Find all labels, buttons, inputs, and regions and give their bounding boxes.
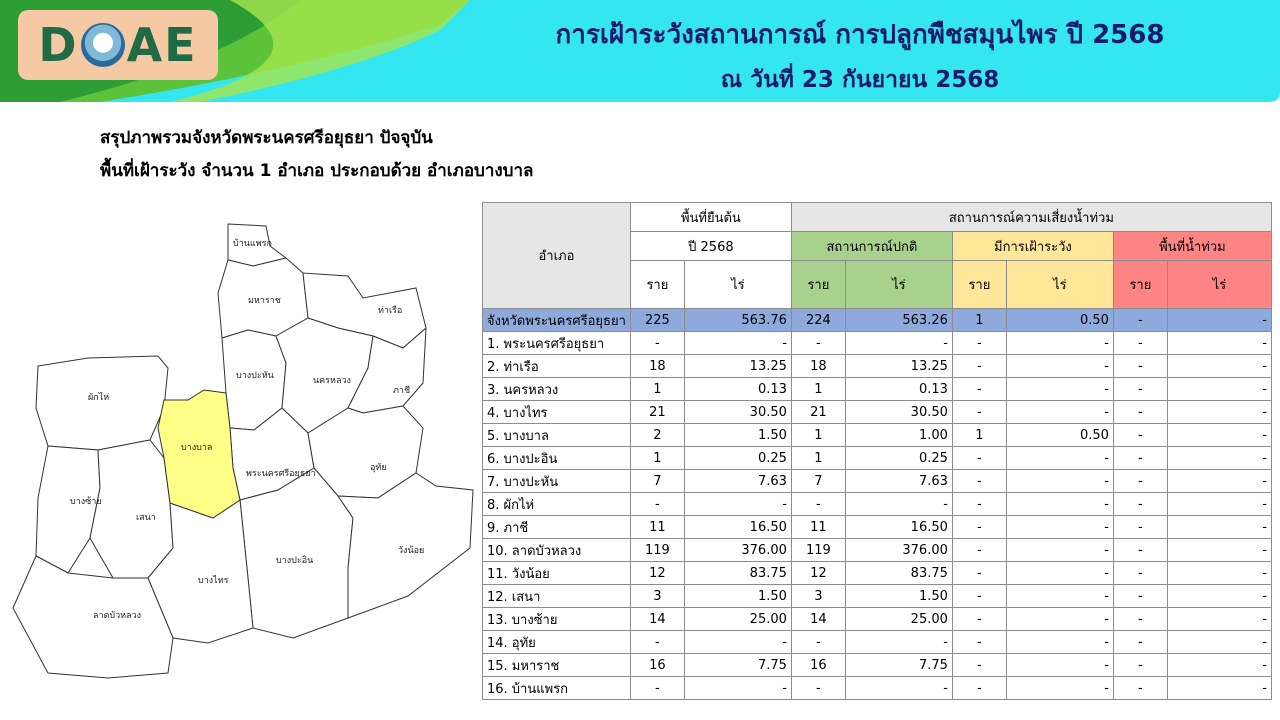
map-label-wang-noi: วังน้อย [398, 546, 425, 556]
value-cell: 1.50 [684, 585, 791, 608]
value-cell: - [845, 493, 952, 516]
value-cell: - [952, 447, 1006, 470]
header-normal-area: ไร่ [845, 261, 952, 309]
value-cell: - [952, 631, 1006, 654]
value-cell: - [684, 332, 791, 355]
value-cell: 0.13 [684, 378, 791, 401]
value-cell: 376.00 [845, 539, 952, 562]
doae-logo [18, 10, 218, 80]
value-cell: 563.76 [684, 309, 791, 332]
table-row [483, 424, 1272, 447]
value-cell: - [630, 631, 684, 654]
value-cell: - [952, 585, 1006, 608]
value-cell: 1 [791, 447, 845, 470]
value-cell: - [1113, 332, 1167, 355]
value-cell: - [1113, 654, 1167, 677]
table-row [483, 585, 1272, 608]
value-cell: - [952, 539, 1006, 562]
risk-table [482, 202, 1272, 700]
value-cell: - [684, 631, 791, 654]
value-cell: 0.13 [845, 378, 952, 401]
value-cell: 7.63 [684, 470, 791, 493]
value-cell: - [952, 608, 1006, 631]
value-cell: - [952, 355, 1006, 378]
value-cell: - [791, 677, 845, 700]
header-watch-rai: ราย [952, 261, 1006, 309]
value-cell: - [1167, 378, 1271, 401]
value-cell: 25.00 [845, 608, 952, 631]
table-row [483, 539, 1272, 562]
header-watch-area: ไร่ [1006, 261, 1113, 309]
value-cell: - [1113, 447, 1167, 470]
value-cell: 1.50 [845, 585, 952, 608]
map-label-bang-pa-in: บางปะอิน [276, 556, 314, 566]
value-cell: 1 [630, 378, 684, 401]
value-cell: 13.25 [684, 355, 791, 378]
map-label-uthai: อุทัย [370, 463, 387, 473]
value-cell: 16.50 [845, 516, 952, 539]
value-cell: - [1167, 401, 1271, 424]
table-row [483, 677, 1272, 700]
value-cell: - [1167, 470, 1271, 493]
value-cell: - [1167, 585, 1271, 608]
value-cell: - [1006, 470, 1113, 493]
value-cell: - [952, 401, 1006, 424]
value-cell: 1 [630, 447, 684, 470]
value-cell: - [1113, 677, 1167, 700]
table-row [483, 654, 1272, 677]
value-cell: - [952, 516, 1006, 539]
district-name-cell: 9. ภาชี [483, 516, 631, 539]
value-cell: - [1006, 631, 1113, 654]
district-name-cell: 12. เสนา [483, 585, 631, 608]
value-cell: - [1113, 516, 1167, 539]
value-cell: - [1167, 309, 1271, 332]
table-row [483, 562, 1272, 585]
district-name-cell: 8. ผักไห่ [483, 493, 631, 516]
header-flooded: พื้นที่น้ำท่วม [1113, 232, 1271, 261]
district-name-cell: 16. บ้านแพรก [483, 677, 631, 700]
map-label-bang-sai: บางซ้าย [70, 497, 102, 507]
value-cell: 0.50 [1006, 424, 1113, 447]
value-cell: - [952, 677, 1006, 700]
page-date: ณ วันที่ 23 กันยายน 2568 [720, 67, 1000, 93]
value-cell: - [1006, 608, 1113, 631]
total-row [483, 309, 1272, 332]
value-cell: 13.25 [845, 355, 952, 378]
district-name-cell: 10. ลาดบัวหลวง [483, 539, 631, 562]
value-cell: 1 [791, 378, 845, 401]
district-name-cell: 14. อุทัย [483, 631, 631, 654]
header-banner [0, 0, 1280, 104]
map-label-phak-hai: ผักไห่ [88, 393, 110, 403]
value-cell: 3 [630, 585, 684, 608]
value-cell: 119 [791, 539, 845, 562]
value-cell: - [1113, 424, 1167, 447]
map-label-nakhon-luang: นครหลวง [313, 376, 351, 386]
table-row [483, 608, 1272, 631]
map-label-phra-nakhon: พระนครศรีอยุธยา [246, 469, 316, 479]
value-cell: - [684, 493, 791, 516]
value-cell: 16.50 [684, 516, 791, 539]
table-row [483, 447, 1272, 470]
table-row [483, 378, 1272, 401]
value-cell: - [952, 332, 1006, 355]
map-label-bang-pahan: บางปะหัน [236, 371, 274, 381]
value-cell: - [952, 470, 1006, 493]
value-cell: 7.75 [845, 654, 952, 677]
value-cell: - [1006, 654, 1113, 677]
value-cell: 21 [791, 401, 845, 424]
value-cell: - [1113, 608, 1167, 631]
value-cell: 14 [630, 608, 684, 631]
map-label-bang-ban: บางบาล [181, 443, 213, 453]
district-name-cell: 11. วังน้อย [483, 562, 631, 585]
logo-text: D AE [38, 18, 198, 72]
header-normal-rai: ราย [791, 261, 845, 309]
value-cell: 1 [791, 424, 845, 447]
table-row [483, 332, 1272, 355]
value-cell: - [1006, 355, 1113, 378]
map-label-tha-ruea: ท่าเรือ [378, 306, 403, 316]
value-cell: 1 [952, 309, 1006, 332]
value-cell: - [952, 654, 1006, 677]
value-cell: - [1167, 516, 1271, 539]
header-flooded-area: ไร่ [1167, 261, 1271, 309]
value-cell: - [1167, 447, 1271, 470]
map-district-bang-ban [158, 390, 240, 518]
value-cell: - [1113, 401, 1167, 424]
table-row [483, 470, 1272, 493]
value-cell: 14 [791, 608, 845, 631]
value-cell: - [630, 332, 684, 355]
value-cell: 18 [630, 355, 684, 378]
value-cell: 30.50 [684, 401, 791, 424]
value-cell: - [1113, 562, 1167, 585]
value-cell: - [1167, 562, 1271, 585]
header-district: อำเภอ [483, 203, 631, 309]
header-planted-rai: ราย [630, 261, 684, 309]
logo-seal-icon [81, 23, 125, 67]
map-label-maharat: มหาราช [248, 296, 281, 306]
value-cell: 18 [791, 355, 845, 378]
value-cell: 3 [791, 585, 845, 608]
value-cell: 12 [791, 562, 845, 585]
value-cell: - [1167, 539, 1271, 562]
map-label-sena: เสนา [136, 513, 156, 523]
district-name-cell: 6. บางปะอิน [483, 447, 631, 470]
value-cell: - [1006, 401, 1113, 424]
value-cell: - [1167, 332, 1271, 355]
value-cell: - [952, 562, 1006, 585]
summary-line-2: พื้นที่เฝ้าระวัง จำนวน 1 อำเภอ ประกอบด้วย อำเภอบางบาล [100, 161, 534, 181]
district-name-cell: 4. บางไทร [483, 401, 631, 424]
value-cell: - [952, 378, 1006, 401]
summary-line-1: สรุปภาพรวมจังหวัดพระนครศรีอยุธยา ปัจจุบัน [100, 128, 433, 148]
value-cell: 224 [791, 309, 845, 332]
map-label-ban-phraek: บ้านแพรก [233, 239, 272, 249]
value-cell: 0.25 [845, 447, 952, 470]
value-cell: 2 [630, 424, 684, 447]
value-cell: - [845, 677, 952, 700]
value-cell: 1.00 [845, 424, 952, 447]
district-name-cell: จังหวัดพระนครศรีอยุธยา [483, 309, 631, 332]
table-row [483, 631, 1272, 654]
value-cell: 563.26 [845, 309, 952, 332]
value-cell: - [1006, 378, 1113, 401]
value-cell: 16 [630, 654, 684, 677]
value-cell: - [1167, 608, 1271, 631]
value-cell: 0.25 [684, 447, 791, 470]
value-cell: - [1167, 355, 1271, 378]
map-district-bang-sai [36, 446, 100, 573]
value-cell: - [1113, 355, 1167, 378]
value-cell: 83.75 [684, 562, 791, 585]
value-cell: 7 [791, 470, 845, 493]
header-planted-area: ไร่ [684, 261, 791, 309]
value-cell: 83.75 [845, 562, 952, 585]
value-cell: 7.75 [684, 654, 791, 677]
value-cell: - [1113, 378, 1167, 401]
value-cell: - [1113, 493, 1167, 516]
table-row [483, 401, 1272, 424]
value-cell: - [791, 493, 845, 516]
map-label-lat-bua-luang: ลาดบัวหลวง [93, 611, 142, 621]
map-label-bang-sai-2: บางไทร [198, 576, 229, 586]
district-name-cell: 1. พระนครศรีอยุธยา [483, 332, 631, 355]
value-cell: 30.50 [845, 401, 952, 424]
value-cell: - [791, 631, 845, 654]
value-cell: - [1167, 424, 1271, 447]
value-cell: - [684, 677, 791, 700]
header-flooded-rai: ราย [1113, 261, 1167, 309]
page-title: การเฝ้าระวังสถานการณ์ การปลูกพืชสมุนไพร ปี 2568 [555, 20, 1165, 50]
value-cell: - [630, 677, 684, 700]
value-cell: - [1113, 309, 1167, 332]
value-cell: 225 [630, 309, 684, 332]
value-cell: 119 [630, 539, 684, 562]
value-cell: 7.63 [845, 470, 952, 493]
value-cell: - [1006, 516, 1113, 539]
value-cell: - [845, 332, 952, 355]
header-risk: สถานการณ์ความเสี่ยงน้ำท่วม [791, 203, 1271, 232]
value-cell: 11 [791, 516, 845, 539]
province-map-svg [8, 218, 478, 698]
value-cell: - [1006, 332, 1113, 355]
value-cell: - [1167, 677, 1271, 700]
value-cell: 12 [630, 562, 684, 585]
value-cell: - [845, 631, 952, 654]
header-planted-line2: ปี 2568 [630, 232, 791, 261]
value-cell: 376.00 [684, 539, 791, 562]
header-normal: สถานการณ์ปกติ [791, 232, 952, 261]
district-name-cell: 15. มหาราช [483, 654, 631, 677]
value-cell: 7 [630, 470, 684, 493]
value-cell: - [1113, 539, 1167, 562]
district-name-cell: 3. นครหลวง [483, 378, 631, 401]
value-cell: - [1006, 585, 1113, 608]
value-cell: - [791, 332, 845, 355]
value-cell: 0.50 [1006, 309, 1113, 332]
value-cell: 16 [791, 654, 845, 677]
value-cell: - [1113, 585, 1167, 608]
value-cell: - [1006, 493, 1113, 516]
value-cell: 1 [952, 424, 1006, 447]
table-row [483, 516, 1272, 539]
value-cell: - [1167, 493, 1271, 516]
value-cell: - [1113, 470, 1167, 493]
value-cell: - [1006, 677, 1113, 700]
value-cell: - [1006, 447, 1113, 470]
province-map [8, 218, 478, 698]
value-cell: - [1006, 562, 1113, 585]
table-row [483, 355, 1272, 378]
value-cell: - [1113, 631, 1167, 654]
value-cell: 11 [630, 516, 684, 539]
district-name-cell: 5. บางบาล [483, 424, 631, 447]
map-label-phachi: ภาชี [393, 386, 411, 396]
map-district-sena [90, 440, 173, 578]
value-cell: - [630, 493, 684, 516]
map-district-phak-hai [36, 356, 168, 450]
district-name-cell: 2. ท่าเรือ [483, 355, 631, 378]
header-watch: มีการเฝ้าระวัง [952, 232, 1113, 261]
value-cell: 1.50 [684, 424, 791, 447]
header-planted-line1: พื้นที่ยืนต้น [630, 203, 791, 232]
value-cell: - [952, 493, 1006, 516]
district-name-cell: 13. บางซ้าย [483, 608, 631, 631]
value-cell: 25.00 [684, 608, 791, 631]
value-cell: 21 [630, 401, 684, 424]
district-name-cell: 7. บางปะหัน [483, 470, 631, 493]
value-cell: - [1167, 654, 1271, 677]
table-row [483, 493, 1272, 516]
value-cell: - [1006, 539, 1113, 562]
value-cell: - [1167, 631, 1271, 654]
